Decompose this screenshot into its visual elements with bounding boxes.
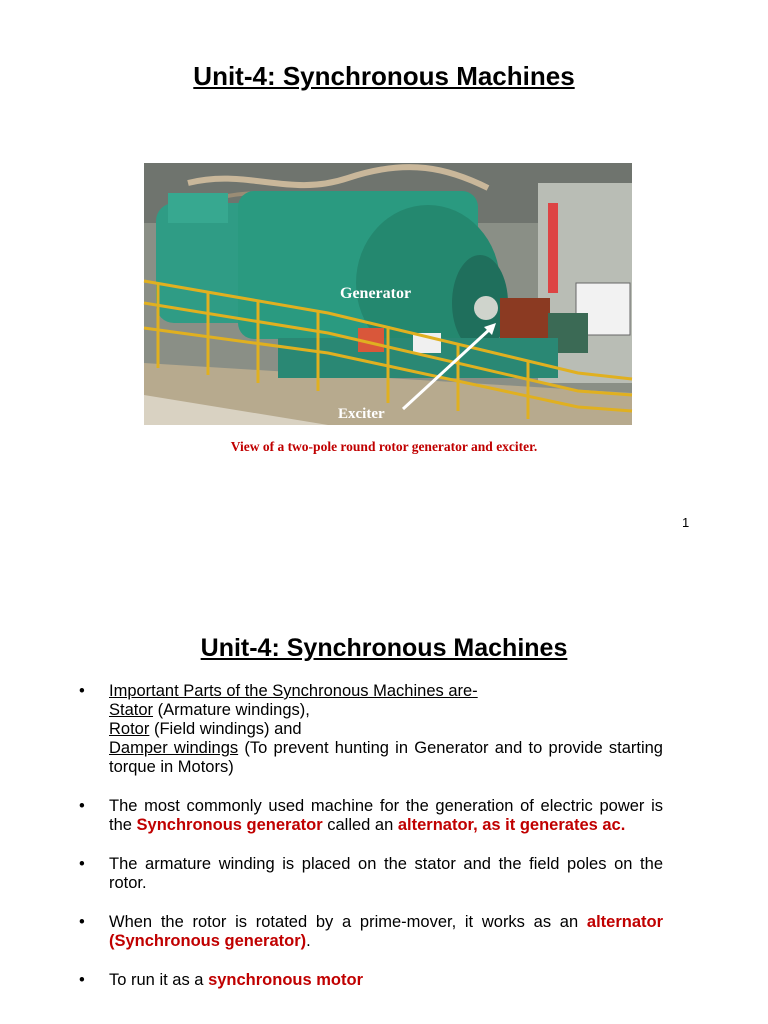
- text: called an: [322, 816, 398, 834]
- page-number: 1: [682, 515, 690, 530]
- bullet-list: [79, 682, 663, 1010]
- list-item: [79, 855, 663, 893]
- list-item: [79, 682, 663, 777]
- page-title: Unit-4: Synchronous Machines: [193, 61, 575, 91]
- bullet-marker: •: [79, 855, 85, 873]
- rotor-term: Rotor: [109, 720, 150, 738]
- exciter-label: Exciter: [338, 406, 385, 422]
- text: The armature winding is placed on the stator and the field poles on the rotor.: [109, 855, 663, 892]
- text: The most commonly used machine for the generation of electric power is the: [109, 797, 663, 834]
- rotor-desc: (Field windings) and: [149, 720, 302, 738]
- stator-term: Stator: [109, 701, 154, 719]
- bullet-marker: •: [79, 797, 85, 815]
- emphasis-text: alternator (Synchronous generator): [109, 913, 663, 950]
- emphasis-text: Synchronous generator: [136, 816, 323, 834]
- damper-desc: (To prevent hunting in Generator and to provide starting torque in Motors): [109, 739, 663, 776]
- stator-desc: (Armature windings),: [153, 701, 310, 719]
- generator-photo: [128, 163, 640, 461]
- slide-title: Unit-4: Synchronous Machines: [200, 634, 568, 662]
- text: To run it as a: [109, 971, 209, 989]
- bullet-marker: •: [79, 682, 85, 700]
- generator-label: Generator: [340, 285, 412, 302]
- damper-term: Damper windings: [109, 739, 239, 757]
- bullet-marker: •: [79, 971, 85, 989]
- parts-heading: Important Parts of the Synchronous Machines are-: [109, 682, 478, 700]
- bullet-marker: •: [79, 913, 85, 931]
- list-item: [79, 797, 663, 835]
- list-item: [79, 971, 663, 990]
- list-item: [79, 913, 663, 951]
- photo-caption: View of a two-pole round rotor generator and exciter.: [230, 439, 538, 454]
- text: When the rotor is rotated by a prime-mover, it works as an: [109, 913, 587, 931]
- emphasis-text: alternator, as it generates ac.: [397, 816, 626, 834]
- emphasis-text: synchronous motor: [208, 971, 363, 989]
- text: .: [306, 932, 311, 950]
